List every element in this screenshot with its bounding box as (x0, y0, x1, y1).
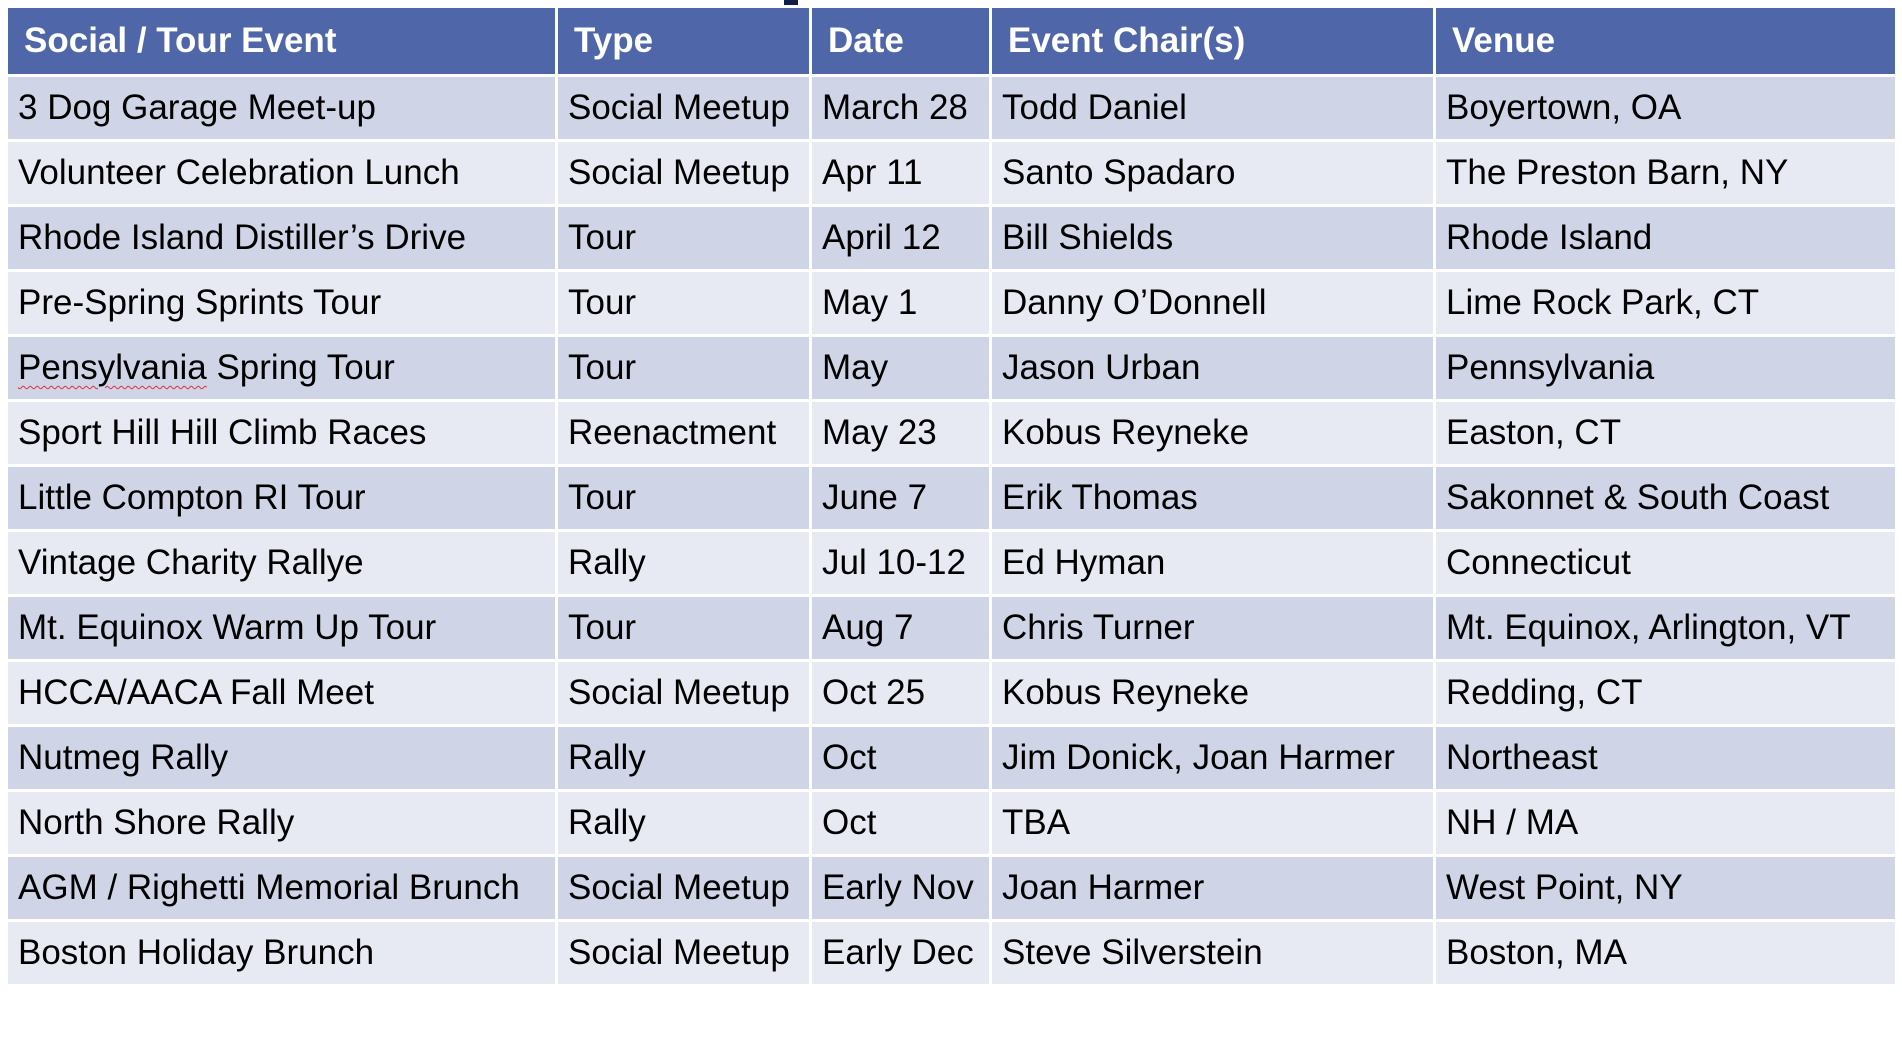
cell-venue (1435, 791, 1897, 856)
cell-date (811, 401, 991, 466)
cell-chair (991, 531, 1435, 596)
cell-text: Rhode Island Distiller’s Drive (18, 218, 467, 257)
cell-venue (1435, 206, 1897, 271)
cell-venue (1435, 141, 1897, 206)
cell-venue (1435, 856, 1897, 921)
cell-date (811, 531, 991, 596)
cell-text: Kobus Reyneke (1002, 413, 1250, 452)
cell-text: May 1 (822, 283, 918, 322)
cell-venue (1435, 921, 1897, 986)
cell-text: Rhode Island (1446, 218, 1653, 257)
cell-text: Kobus Reyneke (1002, 673, 1250, 712)
cell-type (557, 336, 811, 401)
cell-event (7, 726, 557, 791)
cell-event (7, 856, 557, 921)
cell-chair (991, 141, 1435, 206)
cell-text: Santo Spadaro (1002, 153, 1236, 192)
cell-text: Mt. Equinox Warm Up Tour (18, 608, 437, 647)
cell-venue (1435, 531, 1897, 596)
cell-date (811, 596, 991, 661)
cell-text: Social Meetup (568, 88, 790, 127)
table-body (7, 76, 1897, 986)
cell-text: Little Compton RI Tour (18, 478, 366, 517)
cell-text: Erik Thomas (1002, 478, 1198, 517)
cell-type (557, 206, 811, 271)
cell-text: Boston, MA (1446, 933, 1627, 972)
cell-text: Social Meetup (568, 868, 790, 907)
cell-text: Sakonnet & South Coast (1446, 478, 1830, 517)
cell-text: Steve Silverstein (1002, 933, 1263, 972)
cell-text: Lime Rock Park, CT (1446, 283, 1760, 322)
cell-text: Nutmeg Rally (18, 738, 229, 777)
cell-text: Jason Urban (1002, 348, 1201, 387)
cell-text: Sport Hill Hill Climb Races (18, 413, 427, 452)
table-row (7, 596, 1897, 661)
table-row (7, 271, 1897, 336)
cell-text: Pennsylvania (1446, 348, 1655, 387)
cell-date (811, 856, 991, 921)
cell-text: NH / MA (1446, 803, 1579, 842)
cell-text: Social Meetup (568, 673, 790, 712)
cell-type (557, 726, 811, 791)
cell-chair (991, 401, 1435, 466)
cell-text: Early Dec (822, 933, 974, 972)
cell-chair (991, 921, 1435, 986)
cell-date (811, 206, 991, 271)
cell-event (7, 531, 557, 596)
header-date: Date (811, 7, 991, 76)
cell-date (811, 141, 991, 206)
cell-text: AGM / Righetti Memorial Brunch (18, 868, 520, 907)
table-row (7, 856, 1897, 921)
cell-type (557, 661, 811, 726)
cell-venue (1435, 726, 1897, 791)
cell-text: Bill Shields (1002, 218, 1174, 257)
header-chair: Event Chair(s) (991, 7, 1435, 76)
header-venue: Venue (1435, 7, 1897, 76)
cell-date (811, 726, 991, 791)
cell-event (7, 401, 557, 466)
cell-text: Redding, CT (1446, 673, 1643, 712)
cell-text: Northeast (1446, 738, 1598, 777)
cell-text: West Point, NY (1446, 868, 1683, 907)
cell-type (557, 856, 811, 921)
cell-event (7, 76, 557, 141)
table-row (7, 921, 1897, 986)
cell-text: TBA (1002, 803, 1071, 842)
cell-type (557, 271, 811, 336)
cell-chair (991, 336, 1435, 401)
cell-chair (991, 466, 1435, 531)
cell-venue (1435, 661, 1897, 726)
cell-event (7, 661, 557, 726)
cell-text: Rally (568, 738, 646, 777)
cell-text: Tour (568, 348, 637, 387)
cell-text: Joan Harmer (1002, 868, 1205, 907)
spellcheck-underline: Pensylvania (18, 348, 207, 387)
cell-text: Apr 11 (822, 153, 923, 192)
cell-text: Social Meetup (568, 153, 790, 192)
cell-text: Tour (568, 218, 637, 257)
cell-text: Oct 25 (822, 673, 926, 712)
cell-chair (991, 271, 1435, 336)
cell-text: The Preston Barn, NY (1446, 153, 1789, 192)
cell-text: Early Nov (822, 868, 974, 907)
header-type: Type (557, 7, 811, 76)
cell-venue (1435, 76, 1897, 141)
cell-chair (991, 791, 1435, 856)
table-row (7, 531, 1897, 596)
cell-date (811, 921, 991, 986)
table-row (7, 76, 1897, 141)
cell-type (557, 141, 811, 206)
cell-text: Ed Hyman (1002, 543, 1166, 582)
cell-type (557, 791, 811, 856)
cell-text: Tour (568, 283, 637, 322)
cell-text: May 23 (822, 413, 937, 452)
cell-event (7, 596, 557, 661)
cell-text: Reenactment (568, 413, 777, 452)
cell-text: Vintage Charity Rallye (18, 543, 364, 582)
cell-text: Chris Turner (1002, 608, 1195, 647)
cell-date (811, 466, 991, 531)
cell-chair (991, 596, 1435, 661)
table-row (7, 466, 1897, 531)
cell-text: Todd Daniel (1002, 88, 1187, 127)
cell-chair (991, 726, 1435, 791)
cell-event (7, 141, 557, 206)
cell-date (811, 791, 991, 856)
cell-event (7, 921, 557, 986)
cell-text: March 28 (822, 88, 968, 127)
cell-text: HCCA/AACA Fall Meet (18, 673, 374, 712)
cell-text: Jim Donick, Joan Harmer (1002, 738, 1395, 777)
cell-text: Jul 10-12 (822, 543, 966, 582)
cell-text: Oct (822, 803, 877, 842)
cell-text: Aug 7 (822, 608, 914, 647)
cell-text: Volunteer Celebration Lunch (18, 153, 460, 192)
cell-text: Boyertown, OA (1446, 88, 1682, 127)
cell-venue (1435, 401, 1897, 466)
cell-text: Easton, CT (1446, 413, 1622, 452)
cell-venue (1435, 596, 1897, 661)
cell-event (7, 336, 557, 401)
cell-text: June 7 (822, 478, 928, 517)
cell-type (557, 76, 811, 141)
cell-text: Pensylvania Spring Tour (18, 348, 395, 387)
cell-text: May (822, 348, 889, 387)
cell-chair (991, 856, 1435, 921)
cell-type (557, 401, 811, 466)
cell-text: Rally (568, 543, 646, 582)
cell-text: Oct (822, 738, 877, 777)
table-row (7, 336, 1897, 401)
cell-venue (1435, 271, 1897, 336)
cell-event (7, 206, 557, 271)
cell-text: Boston Holiday Brunch (18, 933, 375, 972)
cell-date (811, 271, 991, 336)
cell-text: Danny O’Donnell (1002, 283, 1267, 322)
header-row (7, 7, 1897, 76)
cell-type (557, 466, 811, 531)
cell-event (7, 271, 557, 336)
table-row (7, 141, 1897, 206)
cell-chair (991, 206, 1435, 271)
table-row (7, 726, 1897, 791)
events-table (5, 5, 1898, 987)
cell-chair (991, 76, 1435, 141)
cell-text: North Shore Rally (18, 803, 295, 842)
cell-text: Social Meetup (568, 933, 790, 972)
cell-text: 3 Dog Garage Meet-up (18, 88, 376, 127)
cell-text: Connecticut (1446, 543, 1631, 582)
table-row (7, 401, 1897, 466)
cell-text: Tour (568, 478, 637, 517)
cell-date (811, 661, 991, 726)
cell-text: Tour (568, 608, 637, 647)
table-row (7, 661, 1897, 726)
cell-type (557, 596, 811, 661)
cell-chair (991, 661, 1435, 726)
cell-venue (1435, 466, 1897, 531)
cell-text: April 12 (822, 218, 941, 257)
cell-text: Rally (568, 803, 646, 842)
cell-type (557, 531, 811, 596)
cell-type (557, 921, 811, 986)
cell-event (7, 791, 557, 856)
cell-text: Pre-Spring Sprints Tour (18, 283, 382, 322)
cell-event (7, 466, 557, 531)
cell-date (811, 76, 991, 141)
cell-date (811, 336, 991, 401)
table-row (7, 206, 1897, 271)
cell-venue (1435, 336, 1897, 401)
table-row (7, 791, 1897, 856)
cell-text: Mt. Equinox, Arlington, VT (1446, 608, 1851, 647)
header-event: Social / Tour Event (7, 7, 557, 76)
